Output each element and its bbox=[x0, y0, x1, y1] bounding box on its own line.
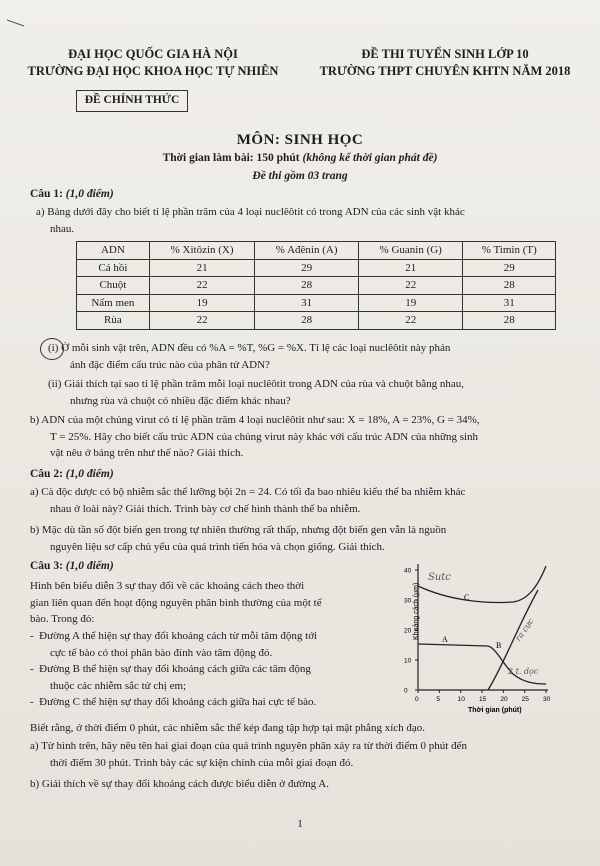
table-cell: 29 bbox=[255, 259, 359, 277]
table-row bbox=[77, 312, 556, 330]
table-cell: Rùa bbox=[77, 312, 150, 330]
handwritten-note-2: ra cực bbox=[513, 616, 536, 643]
official-badge: ĐỀ CHÍNH THỨC bbox=[76, 90, 188, 112]
table-row bbox=[77, 259, 556, 277]
x-tick-label: 5 bbox=[436, 696, 440, 703]
table-cell: 19 bbox=[358, 294, 463, 312]
curve-label-c: C bbox=[464, 593, 470, 602]
y-tick-label: 10 bbox=[404, 657, 412, 665]
page-count: Đề thi gồm 03 trang bbox=[252, 170, 348, 182]
table-cell: 28 bbox=[463, 312, 556, 330]
x-tick-label: 0 bbox=[415, 696, 419, 703]
exam-time: Thời gian làm bài: 150 phút (không kể thời gian phát đề) bbox=[162, 152, 438, 164]
handwritten-note-3: 2 t. dọc bbox=[508, 667, 539, 676]
handwritten-note-1: Sutc bbox=[428, 572, 451, 583]
table-cell: 31 bbox=[463, 294, 556, 312]
y-tick-label: 0 bbox=[404, 687, 408, 695]
x-tick-label: 10 bbox=[457, 696, 465, 703]
y-tick-label: 30 bbox=[404, 597, 412, 605]
q1-a: a) Bảng dưới đây cho biết tỉ lệ phần trăm của 4 loại nuclêôtit có trong ADN của các sinh vật khác nhau. bbox=[36, 206, 465, 235]
q3-title: Câu 3: (1,0 điểm) bbox=[30, 560, 114, 572]
q1-i: (i) Ở mỗi sinh vật trên, ADN đều có %A = %T, %G = %X. Tỉ lệ các loại nuclêôtit này phản ánh đặc điểm cấu trúc nào của phân tử ADN? bbox=[48, 342, 451, 371]
table-cell: 28 bbox=[463, 277, 556, 295]
q2-title: Câu 2: (1,0 điểm) bbox=[30, 468, 114, 480]
table-cell: 28 bbox=[255, 312, 359, 330]
q3-note: Biết rằng, ở thời điểm 0 phút, các nhiễm sắc thể kép đang tập hợp tại mặt phẳng xích đạo. bbox=[30, 722, 426, 734]
graph-y-label: Khoảng cách (µm) bbox=[413, 582, 420, 640]
dna-table bbox=[76, 241, 556, 330]
x-tick-label: 15 bbox=[479, 696, 487, 703]
pen-mark bbox=[6, 18, 26, 28]
curve-label-b: B bbox=[496, 641, 502, 650]
q3-b: b) Giải thích về sự thay đổi khoảng cách được biểu diễn ở đường A. bbox=[30, 778, 329, 790]
x-tick-label: 30 bbox=[543, 696, 551, 703]
table-cell: 19 bbox=[149, 294, 255, 312]
table-cell: Chuột bbox=[77, 277, 150, 295]
table-row bbox=[77, 294, 556, 312]
table-header: ADN bbox=[77, 242, 150, 260]
table-cell: 21 bbox=[149, 259, 255, 277]
table-cell: Cá hồi bbox=[77, 259, 150, 277]
header-left bbox=[8, 46, 298, 80]
q1-ii: (ii) Giải thích tại sao tỉ lệ phần trăm mỗi loại nuclêôtit trong ADN của rùa và chuột bằng nhau, nhưng rùa và chuột có nhiều đặc điểm khác nhau? bbox=[48, 378, 465, 407]
q2-b: b) Mặc dù tần số đột biến gen trong tự nhiên thường rất thấp, nhưng đột biến gen vẫn là nguồn nguyên liệu sơ cấp chủ yếu của quá trình tiến hóa và chọn giống. Giải thích. bbox=[30, 524, 447, 553]
table-cell: 31 bbox=[255, 294, 359, 312]
table-row bbox=[77, 277, 556, 295]
q1-title: Câu 1: (1,0 điểm) bbox=[30, 188, 114, 200]
x-tick-label: 20 bbox=[500, 696, 508, 703]
y-tick-label: 40 bbox=[404, 567, 412, 575]
q1-b: b) ADN của một chủng virut có tỉ lệ phần trăm 4 loại nuclêôtit như sau: X = 18%, A = 23%, G = 34%, T = 25%. Hãy cho biết cấu trúc ADN của chủng virut này khác với cấu trúc ADN của những sinh vật nêu ở bảng trên như thế nào? Giải thích. bbox=[30, 414, 480, 459]
q3-intro: Hình bên biểu diễn 3 sự thay đổi về các khoảng cách theo thời gian liên quan đến hoạt động nguyên phân bình thường của một tế bào. Trong đó: bbox=[30, 580, 322, 625]
table-header: % Xitôzin (X) bbox=[149, 242, 255, 260]
x-tick-label: 25 bbox=[521, 696, 529, 703]
exam-title: ĐỀ THI TUYỂN SINH LỚP 10 bbox=[361, 47, 529, 61]
table-cell: 22 bbox=[149, 312, 255, 330]
q2-a: a) Cà độc dược có bộ nhiễm sắc thể lưỡng bội 2n = 24. Có tối đa bao nhiêu kiểu thể ba nhiễm khác nhau ở loài này? Giải thích. Trình bày cơ chế hình thành thể ba nhiễm. bbox=[30, 486, 466, 515]
table-cell: 22 bbox=[149, 277, 255, 295]
table-cell: 22 bbox=[358, 312, 463, 330]
graph-x-label: Thời gian (phút) bbox=[468, 707, 522, 714]
table-cell: Nấm men bbox=[77, 294, 150, 312]
table-cell: 22 bbox=[358, 277, 463, 295]
table-cell: 29 bbox=[463, 259, 556, 277]
table-cell: 28 bbox=[255, 277, 359, 295]
header-right bbox=[300, 46, 590, 80]
q3-a: a) Từ hình trên, hãy nêu tên hai giai đoạn của quá trình nguyên phân xảy ra từ thời điểm 0 phút đến thời điểm 30 phút. Trình bày các sự kiện chính của mỗi giai đoạn đó. bbox=[30, 740, 467, 769]
table-header: % Guanin (G) bbox=[358, 242, 463, 260]
q3-bullets: - Đường A thể hiện sự thay đổi khoảng cách từ mỗi tâm động tới cực tế bào có thoi phân bào đính vào tâm động đó. - Đường B thể hiện sự thay đổi khoảng cách giữa các tâm động thuộc các nhiễm sắc tử chị em; - Đường C thể hiện sự thay đổi khoảng cách giữa hai cực tế bào. bbox=[30, 630, 318, 708]
table-header: % Timin (T) bbox=[463, 242, 556, 260]
curve-a bbox=[418, 644, 546, 684]
y-tick-label: 20 bbox=[404, 627, 412, 635]
page-number: 1 bbox=[297, 818, 303, 830]
university-name: ĐẠI HỌC QUỐC GIA HÀ NỘI bbox=[68, 47, 238, 61]
curve-label-a: A bbox=[442, 635, 448, 644]
school-name: TRƯỜNG THPT CHUYÊN KHTN NĂM 2018 bbox=[319, 64, 571, 78]
faculty-name: TRƯỜNG ĐẠI HỌC KHOA HỌC TỰ NHIÊN bbox=[27, 64, 279, 78]
subject-title: MÔN: SINH HỌC bbox=[236, 132, 364, 148]
mitosis-graph bbox=[388, 556, 568, 716]
table-header: % Ađênin (A) bbox=[255, 242, 359, 260]
table-cell: 21 bbox=[358, 259, 463, 277]
